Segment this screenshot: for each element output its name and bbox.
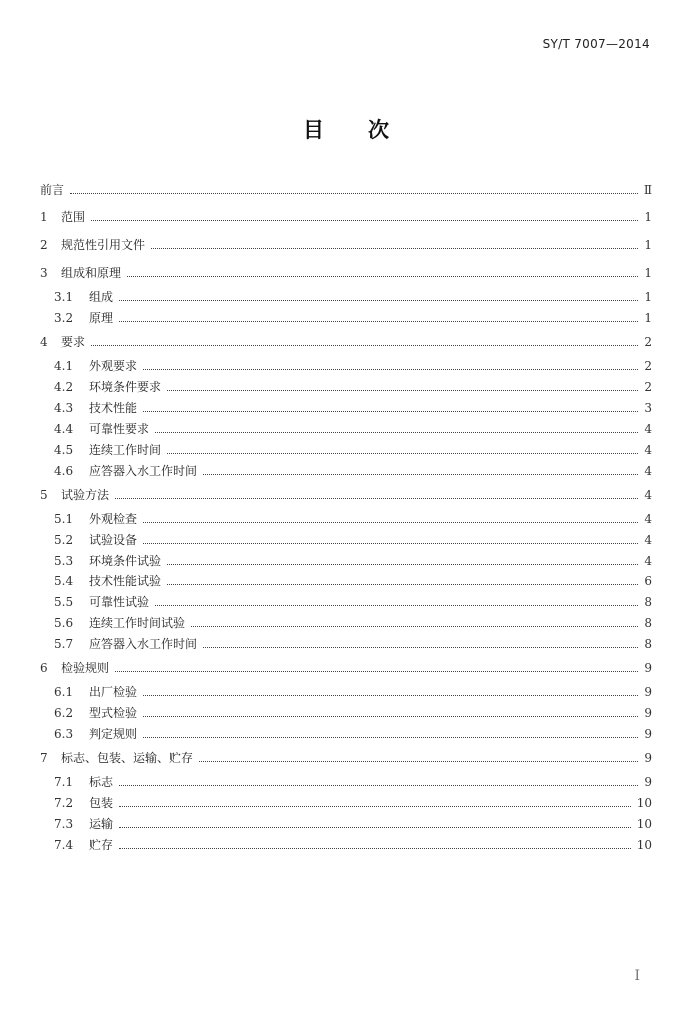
dot-leader (143, 695, 638, 696)
toc-entry-label: 原理 (89, 311, 114, 325)
dot-leader (155, 432, 638, 433)
toc-entry-page: 2 (644, 335, 652, 349)
toc-entry-6[interactable] (40, 659, 652, 677)
toc-entry-5-5[interactable] (54, 593, 652, 611)
toc-entry-7-3[interactable] (54, 815, 652, 833)
dot-leader (119, 848, 631, 849)
toc-entry-page: Ⅱ (643, 183, 652, 197)
toc-entry-6-1[interactable] (54, 683, 652, 701)
dot-leader (143, 737, 638, 738)
toc-entry-5[interactable] (40, 486, 652, 504)
toc-entry-page: 2 (644, 359, 652, 373)
dot-leader (119, 300, 638, 301)
toc-entry-label: 试验设备 (89, 533, 138, 547)
toc-entry-label: 标志 (89, 775, 114, 789)
toc-entry-label: 连续工作时间 (89, 443, 162, 457)
toc-entry-number: 5.1 (54, 512, 74, 526)
toc-entry-page: 3 (644, 401, 652, 415)
toc-entry-page: 9 (644, 685, 652, 699)
toc-entry-label: 贮存 (89, 838, 114, 852)
toc-entry-number: 5.2 (54, 533, 74, 547)
standard-code: SY/T 7007—2014 (542, 37, 650, 51)
toc-entry-page: 1 (644, 210, 652, 224)
toc-entry-number: 4.5 (54, 443, 74, 457)
toc-entry-4-2[interactable] (54, 378, 652, 396)
toc-entry-page: 1 (644, 290, 652, 304)
toc-entry-page: 4 (644, 422, 652, 436)
toc-entry-number: 4.1 (54, 359, 74, 373)
toc-entry-number: 5.4 (54, 574, 74, 588)
toc-entry-page: 9 (644, 775, 652, 789)
toc-entry-number: 5.5 (54, 595, 74, 609)
toc-entry-2[interactable] (40, 236, 652, 254)
toc-entry-number: 5 (40, 488, 48, 502)
toc-entry-4-5[interactable] (54, 441, 652, 459)
toc-entry-label: 外观检查 (89, 512, 138, 526)
toc-entry-page: 9 (644, 706, 652, 720)
toc-entry-page: 10 (636, 838, 652, 852)
dot-leader (127, 276, 638, 277)
toc-entry-page: 1 (644, 266, 652, 280)
toc-entry-page: 9 (644, 751, 652, 765)
toc-entry-page: 8 (644, 616, 652, 630)
toc-entry-label: 规范性引用文件 (61, 238, 146, 252)
toc-entry-page: 4 (644, 443, 652, 457)
toc-entry-number: 4.4 (54, 422, 74, 436)
dot-leader (119, 321, 638, 322)
toc-entry-label: 应答器入水工作时间 (89, 464, 198, 478)
toc-entry-label: 运输 (89, 817, 114, 831)
toc-entry-7-2[interactable] (54, 794, 652, 812)
toc-entry-label: 外观要求 (89, 359, 138, 373)
toc-entry-number: 3.2 (54, 311, 74, 325)
toc-entry-label: 连续工作时间试验 (89, 616, 186, 630)
dot-leader (143, 543, 638, 544)
toc-entry-page: 4 (644, 533, 652, 547)
dot-leader (119, 827, 631, 828)
toc-entry-5-2[interactable] (54, 531, 652, 549)
toc-entry-number: 6 (40, 661, 48, 675)
toc-entry-number: 6.3 (54, 727, 74, 741)
toc-entry-page: 10 (636, 817, 652, 831)
toc-entry-label: 检验规则 (61, 661, 110, 675)
toc-entry-number: 3 (40, 266, 48, 280)
toc-entry-number: 5.3 (54, 554, 74, 568)
toc-entry-label: 可靠性要求 (89, 422, 150, 436)
dot-leader (151, 248, 638, 249)
toc-entry-label: 环境条件试验 (89, 554, 162, 568)
toc-entry-number: 4.6 (54, 464, 74, 478)
dot-leader (115, 498, 638, 499)
toc-entry-label: 型式检验 (89, 706, 138, 720)
toc-entry-number: 4.3 (54, 401, 74, 415)
toc-entry-page: 2 (644, 380, 652, 394)
toc-entry-7[interactable] (40, 749, 652, 767)
dot-leader (91, 345, 638, 346)
toc-entry-7-4[interactable] (54, 836, 652, 854)
toc-entry-page: 9 (644, 661, 652, 675)
toc-entry-number: 4 (40, 335, 48, 349)
toc-entry-number: 6.2 (54, 706, 74, 720)
toc-entry-4-3[interactable] (54, 399, 652, 417)
toc-entry-label: 技术性能 (89, 401, 138, 415)
toc-entry-page: 10 (636, 796, 652, 810)
toc-entry-label: 包装 (89, 796, 114, 810)
toc-entry-number: 5.7 (54, 637, 74, 651)
toc-entry-6-2[interactable] (54, 704, 652, 722)
toc-entry-page: 8 (644, 637, 652, 651)
toc-entry-number: 6.1 (54, 685, 74, 699)
toc-entry-page: 8 (644, 595, 652, 609)
toc-entry-3-2[interactable] (54, 309, 652, 327)
dot-leader (167, 453, 638, 454)
toc-entry-foreword[interactable] (40, 181, 652, 199)
dot-leader (119, 785, 638, 786)
toc-entry-label: 范围 (61, 210, 86, 224)
dot-leader (91, 220, 638, 221)
toc-entry-1[interactable] (40, 208, 652, 226)
dot-leader (143, 369, 638, 370)
toc-entry-5-4[interactable] (54, 572, 652, 590)
toc-entry-page: 4 (644, 512, 652, 526)
toc-entry-number: 3.1 (54, 290, 74, 304)
toc-entry-label: 试验方法 (61, 488, 110, 502)
dot-leader (203, 474, 638, 475)
page-number: I (634, 968, 640, 984)
toc-entry-label: 可靠性试验 (89, 595, 150, 609)
toc-entry-page: 4 (644, 554, 652, 568)
dot-leader (191, 626, 638, 627)
toc-entry-number: 7.4 (54, 838, 74, 852)
toc-entry-number: 5.6 (54, 616, 74, 630)
toc-entry-page: 6 (644, 574, 652, 588)
toc-entry-5-6[interactable] (54, 614, 652, 632)
toc-entry-5-7[interactable] (54, 635, 652, 653)
toc-entry-number: 2 (40, 238, 48, 252)
dot-leader (203, 647, 638, 648)
dot-leader (70, 193, 638, 194)
toc-entry-page: 1 (644, 238, 652, 252)
dot-leader (143, 522, 638, 523)
dot-leader (167, 390, 638, 391)
toc-entry-4-4[interactable] (54, 420, 652, 438)
toc-entry-label: 技术性能试验 (89, 574, 162, 588)
toc-entry-7-1[interactable] (54, 773, 652, 791)
dot-leader (119, 806, 631, 807)
toc-entry-label: 组成 (89, 290, 114, 304)
dot-leader (199, 761, 638, 762)
dot-leader (155, 605, 638, 606)
toc-entry-label: 应答器入水工作时间 (89, 637, 198, 651)
toc-entry-3-1[interactable] (54, 288, 652, 306)
toc-entry-number: 4.2 (54, 380, 74, 394)
toc-entry-4-6[interactable] (54, 462, 652, 480)
dot-leader (167, 564, 638, 565)
toc-entry-6-3[interactable] (54, 725, 652, 743)
toc-entry-4[interactable] (40, 333, 652, 351)
toc-entry-5-3[interactable] (54, 552, 652, 570)
toc-entry-number: 7 (40, 751, 48, 765)
toc-entry-label: 组成和原理 (61, 266, 122, 280)
dot-leader (143, 411, 638, 412)
dot-leader (115, 671, 638, 672)
toc-entry-number: 7.1 (54, 775, 74, 789)
toc-entry-label: 出厂检验 (89, 685, 138, 699)
toc-entry-4-1[interactable] (54, 357, 652, 375)
toc-entry-3[interactable] (40, 264, 652, 282)
toc-entry-label: 前言 (40, 183, 65, 197)
dot-leader (143, 716, 638, 717)
toc-entry-label: 环境条件要求 (89, 380, 162, 394)
dot-leader (167, 584, 638, 585)
toc-entry-number: 1 (40, 210, 48, 224)
toc-entry-number: 7.2 (54, 796, 74, 810)
toc-entry-label: 标志、包装、运输、贮存 (61, 751, 194, 765)
toc-entry-label: 要求 (61, 335, 86, 349)
toc-title: 目次 (303, 118, 433, 142)
toc-entry-page: 4 (644, 488, 652, 502)
toc-entry-number: 7.3 (54, 817, 74, 831)
toc-entry-page: 1 (644, 311, 652, 325)
toc-entry-page: 9 (644, 727, 652, 741)
toc-entry-page: 4 (644, 464, 652, 478)
toc-entry-5-1[interactable] (54, 510, 652, 528)
toc-entry-label: 判定规则 (89, 727, 138, 741)
